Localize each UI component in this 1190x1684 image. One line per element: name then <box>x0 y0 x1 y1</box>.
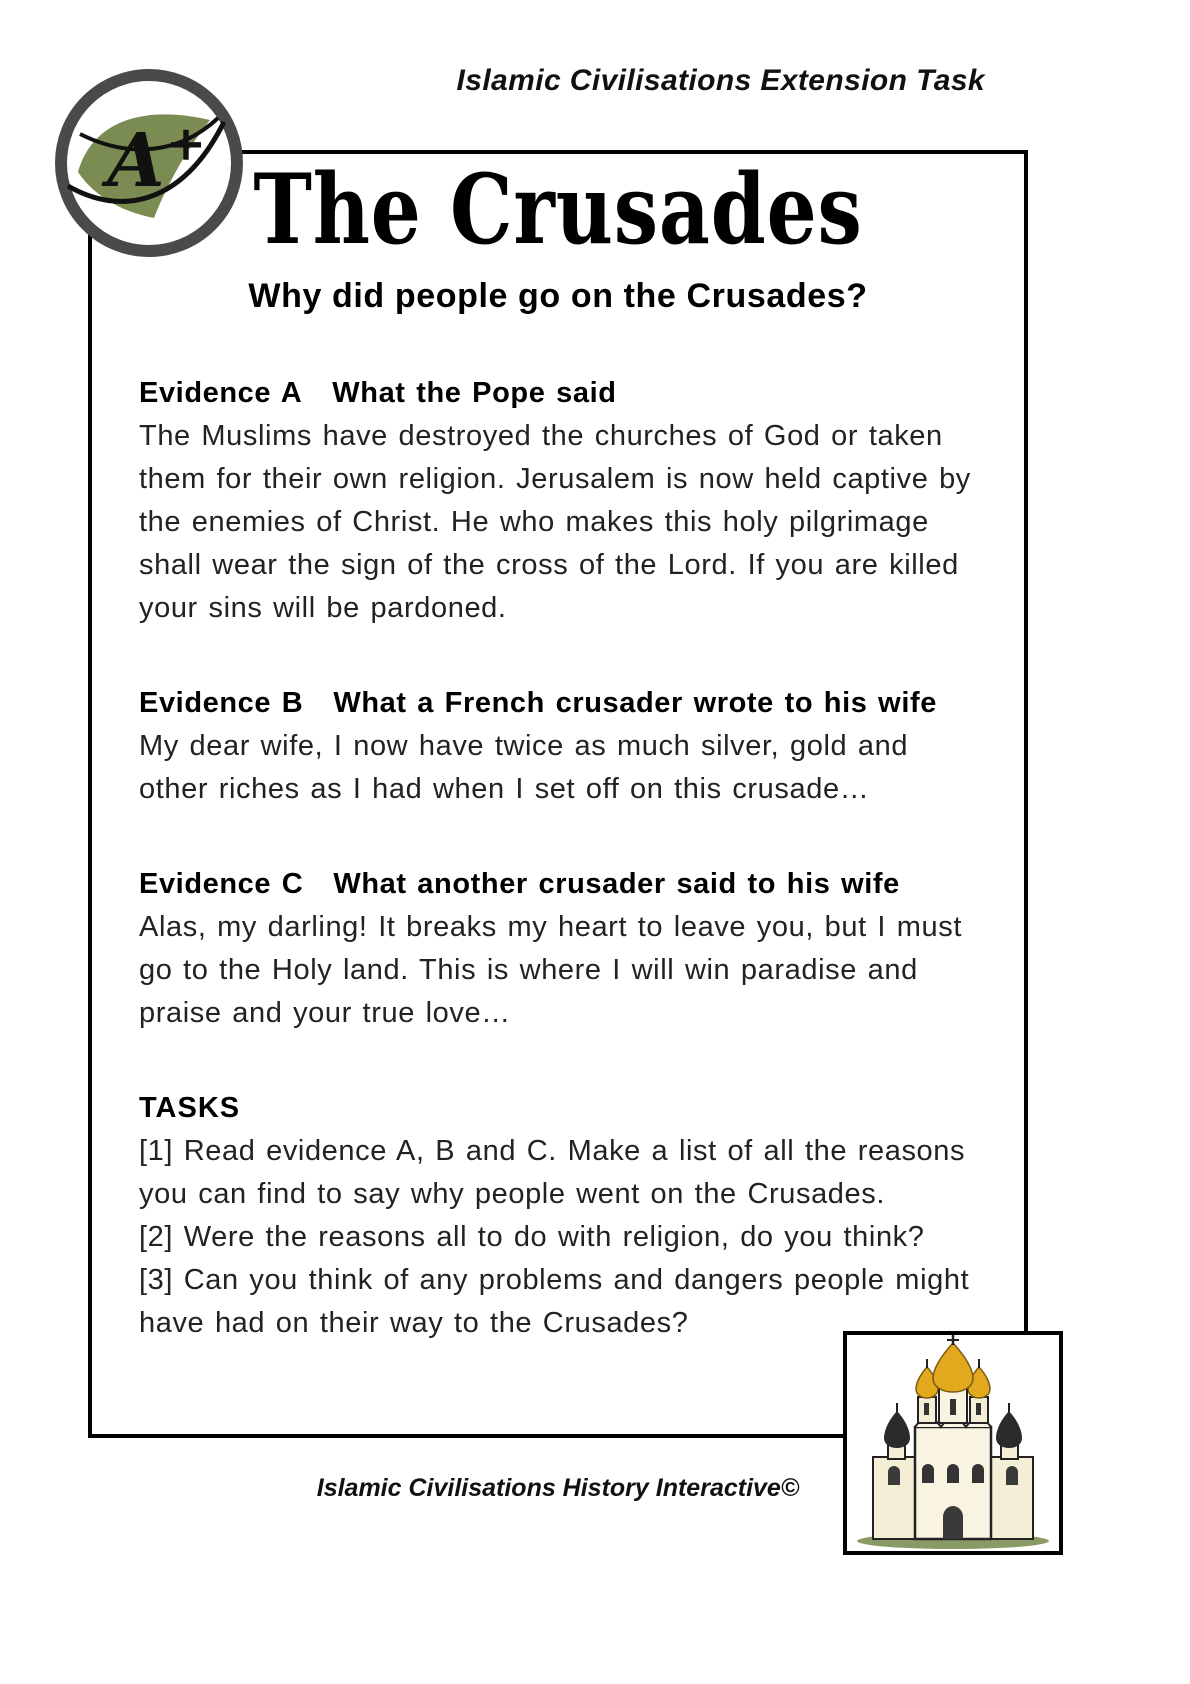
evidence-a-title: What the Pope said <box>332 376 617 409</box>
evidence-section-b <box>139 682 980 811</box>
header-tag: Islamic Civilisations Extension Task <box>456 64 985 97</box>
evidence-a-body: The Muslims have destroyed the churches of God or taken them for their own religion. Jerusalem is now held captive by the enemies of Christ. He who makes this holy pilgrimage shall wear the sign of the cross of the Lord. If you are killed your sins will be pardoned. <box>139 419 971 624</box>
svg-text:+: + <box>165 116 207 172</box>
task-item-2: [2] Were the reasons all to do with religion, do you think? <box>139 1220 925 1253</box>
cathedral-image <box>843 1331 1063 1555</box>
worksheet-question: Why did people go on the Crusades? <box>248 276 868 315</box>
evidence-b-title: What a French crusader wrote to his wife <box>333 686 937 719</box>
cathedral-illustration-icon <box>847 1335 1059 1551</box>
worksheet-border-box <box>88 150 1028 1438</box>
evidence-c-body: Alas, my darling! It breaks my heart to leave you, but I must go to the Holy land. This is where I will win paradise and praise and your true love… <box>139 910 962 1029</box>
evidence-section-a <box>139 372 980 630</box>
svg-text:A: A <box>107 118 165 204</box>
evidence-a-label: Evidence A <box>139 376 303 409</box>
evidence-b-label: Evidence B <box>139 686 304 719</box>
evidence-c-label: Evidence C <box>139 867 304 900</box>
page-title: The Crusades <box>253 153 863 266</box>
evidence-b-body: My dear wife, I now have twice as much silver, gold and other riches as I had when I set off on this crusade… <box>139 729 909 805</box>
tasks-heading: TASKS <box>139 1091 241 1124</box>
a-plus-quill-logo-icon <box>50 64 248 262</box>
task-item-3: [3] Can you think of any problems and dangers people might have had on their way to the Crusades? <box>139 1263 970 1339</box>
worksheet-content <box>139 372 980 1345</box>
task-item-1: [1] Read evidence A, B and C. Make a list of all the reasons you can find to say why people went on the Crusades. <box>139 1134 966 1210</box>
evidence-c-title: What another crusader said to his wife <box>333 867 900 900</box>
footer-credit: Islamic Civilisations History Interactive© <box>316 1474 800 1502</box>
tasks-section <box>139 1087 980 1345</box>
evidence-section-c <box>139 863 980 1035</box>
